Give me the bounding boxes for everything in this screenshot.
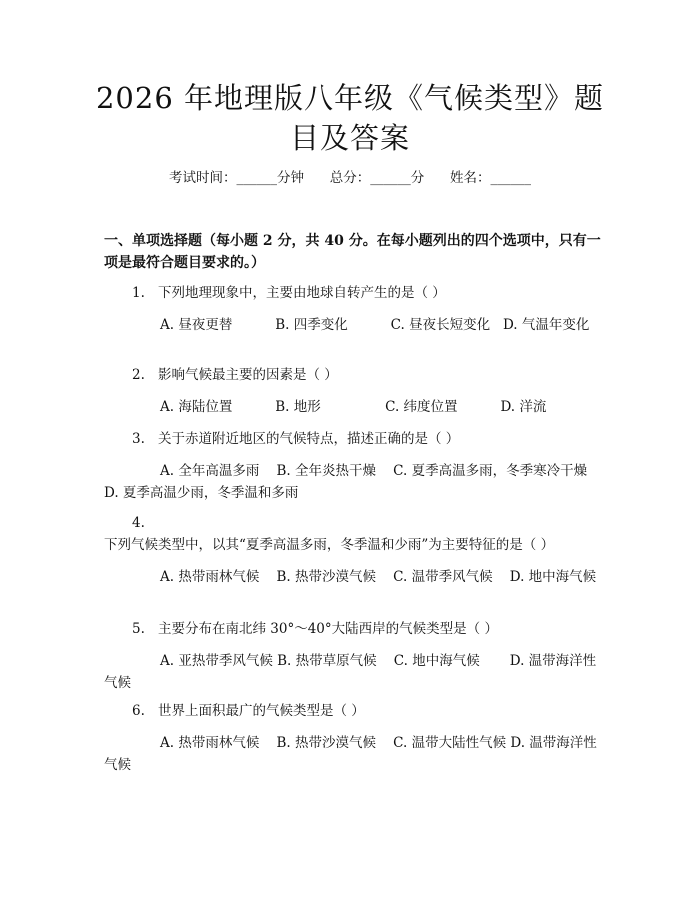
question-stem (104, 512, 604, 556)
question-6 (104, 700, 604, 776)
question-number: 6. (132, 703, 145, 719)
question-options: A. 全年高温多雨 B. 全年炎热干燥 C. 夏季高温多雨，冬季寒冷干燥 D. 夏季高温少雨，冬季温和多雨 (104, 463, 592, 501)
question-options: A. 昼夜更替 B. 四季变化 C. 昼夜长短变化 D. 气温年变化 (160, 317, 590, 333)
question-text: 关于赤道附近地区的气候特点，描述正确的是（ ） (158, 431, 460, 447)
question-2 (104, 364, 604, 418)
question-options: A. 海陆位置 B. 地形 C. 纬度位置 D. 洋流 (160, 399, 547, 415)
question-options: A. 热带雨林气候 B. 热带沙漠气候 C. 温带大陆性气候 D. 温带海洋性气候 (104, 735, 597, 773)
question-number: 2. (132, 367, 145, 383)
question-3 (104, 428, 604, 504)
section-heading: 一、单项选择题（每小题 2 分，共 40 分。在每小题列出的四个选项中，只有一项是最符合题目要求的。） (104, 233, 601, 271)
question-text: 主要分布在南北纬 30°～40°大陆西岸的气候类型是（ ） (158, 621, 498, 637)
question-stem (104, 428, 604, 450)
question-text: 下列气候类型中，以其“夏季高温多雨，冬季温和少雨”为主要特征的是（ ） (104, 537, 555, 553)
question-4 (104, 512, 604, 588)
question-text: 影响气候最主要的因素是（ ） (158, 367, 338, 383)
question-stem (104, 618, 604, 640)
question-text: 下列地理现象中，主要由地球自转产生的是（ ） (158, 285, 446, 301)
question-stem (104, 364, 604, 386)
question-number: 1. (132, 285, 145, 301)
document-title: 2026 年地理版八年级《气候类型》题目及答案 (95, 81, 605, 155)
question-number: 4. (132, 515, 145, 531)
question-options: A. 热带雨林气候 B. 热带沙漠气候 C. 温带季风气候 D. 地中海气候 (160, 569, 597, 585)
question-number: 5. (132, 621, 145, 637)
question-options: A. 亚热带季风气候 B. 热带草原气候 C. 地中海气候 D. 温带海洋性气候 (104, 653, 597, 691)
question-number: 3. (132, 431, 145, 447)
question-1 (104, 282, 604, 336)
question-text: 世界上面积最广的气候类型是（ ） (158, 703, 365, 719)
exam-info-line: 考试时间：______分钟 总分：______分 姓名：______ (169, 170, 531, 186)
question-stem (104, 282, 604, 304)
question-5 (104, 618, 604, 694)
question-stem (104, 700, 604, 722)
